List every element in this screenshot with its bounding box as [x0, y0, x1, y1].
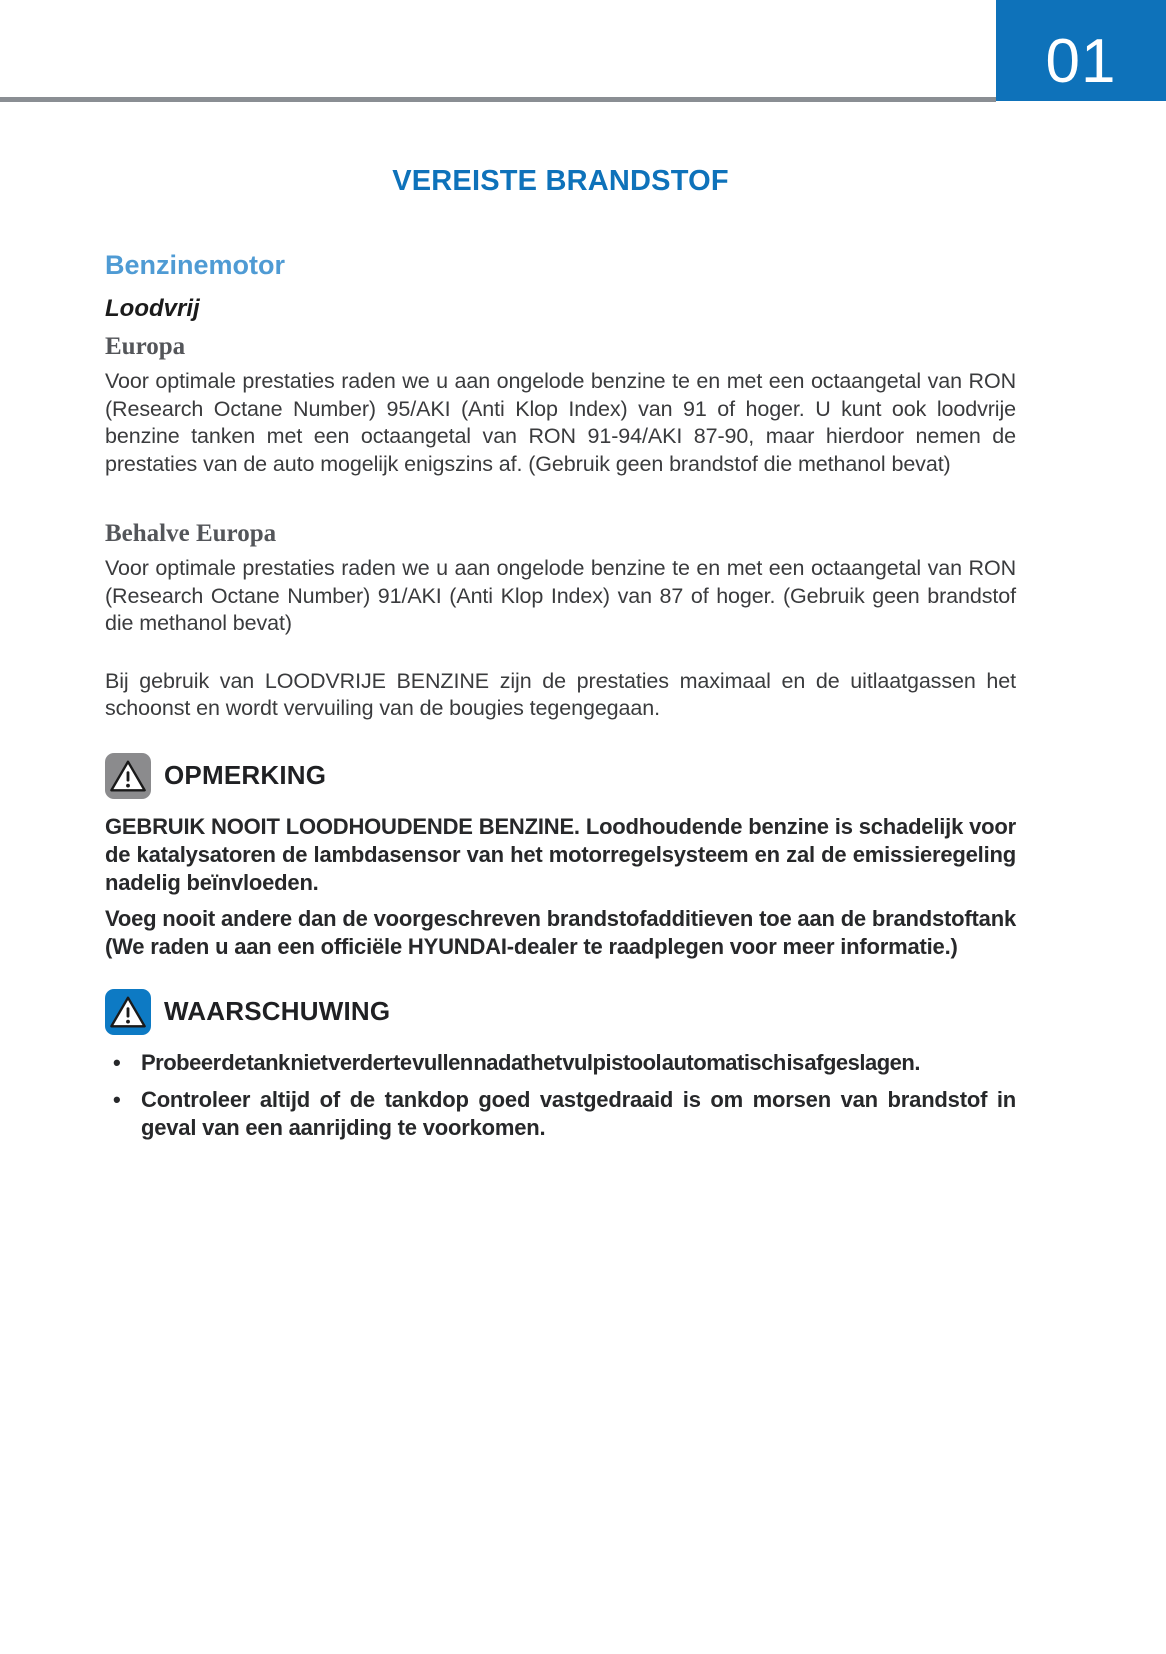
warning-triangle-icon: [105, 989, 151, 1035]
paragraph-europa: Voor optimale prestaties raden we u aan ongelode benzine te en met een octaangetal van RON (Research Octane Number) 95/AKI (Anti Klop Index) van 91 of hoger. U kunt ook loodvrije benzine tanken met een octaangetal van RON 91-94/AKI 87-90, maar hierdoor nemen de prestaties van de auto mogelijk enigszins af. (Gebruik geen brandstof die methanol bevat): [105, 369, 1016, 476]
bullet-icon: •: [113, 1049, 121, 1075]
subheading-behalve-europa: Behalve Europa: [105, 520, 277, 547]
note-paragraph: GEBRUIK NOOIT LOODHOUDENDE BENZINE. Loodhoudende benzine is schadelijk voor de katalysatoren de lambdasensor van het motorregelsysteem en zal de emissieregeling nadelig beïnvloeden.: [105, 813, 1016, 895]
note-callout-header: [105, 753, 1016, 799]
spacer: [105, 478, 1016, 520]
note-callout-title: OPMERKING: [164, 760, 327, 790]
warning-list-item: [105, 1049, 1016, 1077]
subheading-europa: Europa: [105, 333, 186, 360]
header-divider: [0, 97, 996, 102]
spacer: [105, 969, 1016, 989]
warning-callout-title: WAARSCHUWING: [164, 996, 391, 1026]
section-heading-benzinemotor: Benzinemotor: [105, 250, 286, 280]
warning-list: [105, 1049, 1016, 1142]
subheading-loodvrij: Loodvrij: [105, 295, 200, 322]
page-content: [105, 165, 1016, 1151]
bullet-icon: •: [113, 1086, 121, 1112]
paragraph-loodvrije-benzine: Bij gebruik van LOODVRIJE BENZINE zijn de prestaties maximaal en de uitlaatgassen het schoonst en wordt vervuiling van de bougies tegengegaan.: [105, 668, 1016, 720]
warning-callout-header: [105, 989, 1016, 1035]
chapter-number-badge: [996, 0, 1166, 101]
page-title: VEREISTE BRANDSTOF: [392, 165, 729, 197]
paragraph-behalve-europa: Voor optimale prestaties raden we u aan ongelode benzine te en met een octaangetal van RON (Research Octane Number) 91/AKI (Anti Klop Index) van 87 of hoger. (Gebruik geen brandstof die methanol bevat): [105, 556, 1016, 635]
warning-list-item: [105, 1086, 1016, 1142]
note-paragraph: Voeg nooit andere dan de voorgeschreven brandstofadditieven toe aan de brandstoftank (We raden u aan een officiële HYUNDAI-dealer te raadplegen voor meer informatie.): [105, 905, 1016, 959]
spacer: [105, 723, 1016, 753]
spacer: [105, 638, 1016, 668]
warning-triangle-icon: [105, 753, 151, 799]
warning-list-item-text: Controleer altijd of de tankdop goed vastgedraaid is om morsen van brandstof in geval van een aanrijding te voorkomen.: [141, 1086, 1016, 1140]
chapter-number: 01: [1045, 27, 1117, 96]
warning-list-item-text: Probeer de tank niet verder te vullen nadat het vulpistool automatisch is afgeslagen.: [141, 1049, 920, 1075]
